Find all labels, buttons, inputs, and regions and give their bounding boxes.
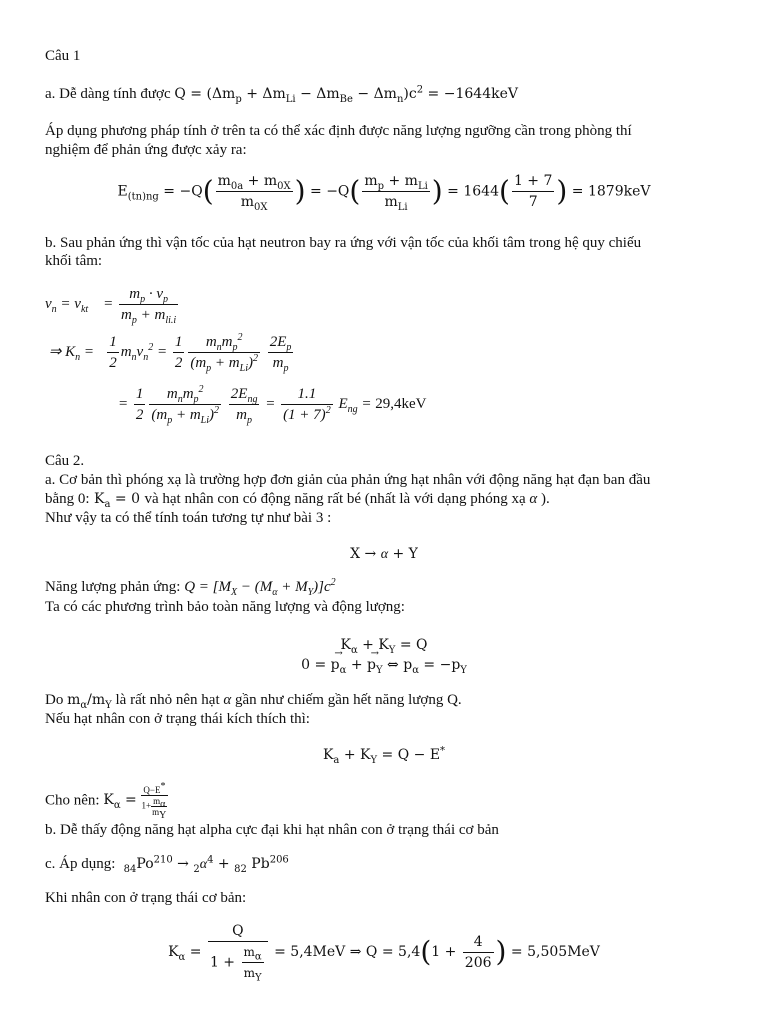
cau1-b-line1: b. Sau phản ứng thì vận tốc của hạt neutron bay ra ứng với vận tốc của khối tâm trong hệ quy chiếu — [45, 235, 642, 251]
vn-equation: $v_n = v_{kt}$ = $\frac{m_p \cdot v_p}{m_p + m_{li.i}}$ — [45, 286, 177, 326]
cau2-a-line1: a. Cơ bản thì phóng xạ là trường hợp đơn giản của phản ứng hạt nhân với động năng hạt đạn ban đầu — [45, 472, 651, 488]
cau1-title: Câu 1 — [45, 48, 81, 64]
kn-equation-1: ⇒ $K_n$ = $\frac{1}{2}$ $m_nv_n^2$ = $\frac{1}{2}$ $\frac{m_nm_p^2}{(m_p + m_{Li})^2}$ $\frac{2E_p}{m_p}$ — [45, 332, 292, 374]
cau1-b-line2: khối tâm: — [45, 253, 103, 269]
excited-equation: $K_a + K_Y = Q - E^*$ — [322, 745, 446, 766]
cau2-a-line3: Như vậy ta có thể tính toán tương tự như bài 3 : — [45, 510, 332, 526]
q-equation: $Q = (\Delta m_p + \Delta m_{Li} - \Delta m_{Be} - \Delta m_n)c^2 = -1644keV$ — [174, 84, 518, 105]
ground-line: Khi nhân con ở trạng thái cơ bản: — [45, 890, 247, 906]
cau1-a-intro: a. Dễ dàng tính được — [45, 86, 171, 102]
excited-line: Nếu hạt nhân con ở trạng thái kích thích thì: — [45, 711, 310, 727]
threshold-equation: $E_{(tn)ng} = -Q$( $\frac{m_{0a} + m_{0X}}{m_{0X}}$ ) = −Q( $\frac{m_p + m_{Li}}{m_{Li}}$ ) = 1644( $\frac{1 + 7}{7}$ ) = 1879keV — [117, 173, 651, 213]
k-alpha-equation: $K_\alpha$ = Q 1 + $\frac{m_\alpha}{m_Y}$ = 5,4MeV ⇒ Q = 5,4(1 + $\frac{4}{206}$ ) = 5,505MeV — [168, 923, 600, 984]
kn-equation-2: = $\frac{1}{2}$ $\frac{m_nm_p^2}{(m_p + m_{Li})^2}$ $\frac{2E_{ng}}{m_p}$ = $\frac{1.1}{(1 + 7)^2}$ $E_{ng} = 29,4keV$ — [118, 384, 427, 426]
cau1-apply-line1: Áp dụng phương pháp tính ở trên ta có thể xác định được năng lượng ngưỡng cần trong phòng thí — [45, 123, 632, 139]
momentum-conservation: $0 = p_\alpha$ → + $p_Y$ → ⇔ $p_\alpha = -p_Y$ — [0, 656, 768, 674]
cau2-a-line2: bằng 0: $K_a = 0$ và hạt nhân con có động năng rất bé (nhất là với dạng phóng xạ α ). — [45, 491, 550, 510]
cau1-a-line — [45, 85, 518, 103]
cau1-apply-line2: nghiệm để phản ứng được xảy ra: — [45, 142, 247, 158]
cau2-title: Câu 2. — [45, 453, 85, 469]
conservation-line: Ta có các phương trình bảo toàn năng lượng và động lượng: — [45, 599, 405, 615]
energy-conservation: $K_\alpha + K_Y = Q$ — [340, 637, 428, 656]
ratio-line: Do $m_\alpha/m_Y$ là rất nhỏ nên hạt α gần như chiếm gần hết năng lượng Q. — [45, 692, 462, 711]
cau2-c-line: c. Áp dụng: $_{84}Po^{210} \to _2\alpha^4 + _{82}$ Pb$^{206}$ — [45, 854, 289, 875]
so-line: Cho nên: $K_\alpha$ = Q−E* 1+ $\frac{m_\alpha}{m_Y}$ — [45, 781, 167, 821]
decay-equation: X → α + Y — [350, 546, 418, 562]
cau2-b-line: b. Dễ thấy động năng hạt alpha cực đại khi hạt nhân con ở trạng thái cơ bản — [45, 822, 499, 838]
energy-line: Năng lượng phản ứng: $Q = [M_X - (M_\alpha + M_Y)]c^2$ — [45, 577, 336, 598]
